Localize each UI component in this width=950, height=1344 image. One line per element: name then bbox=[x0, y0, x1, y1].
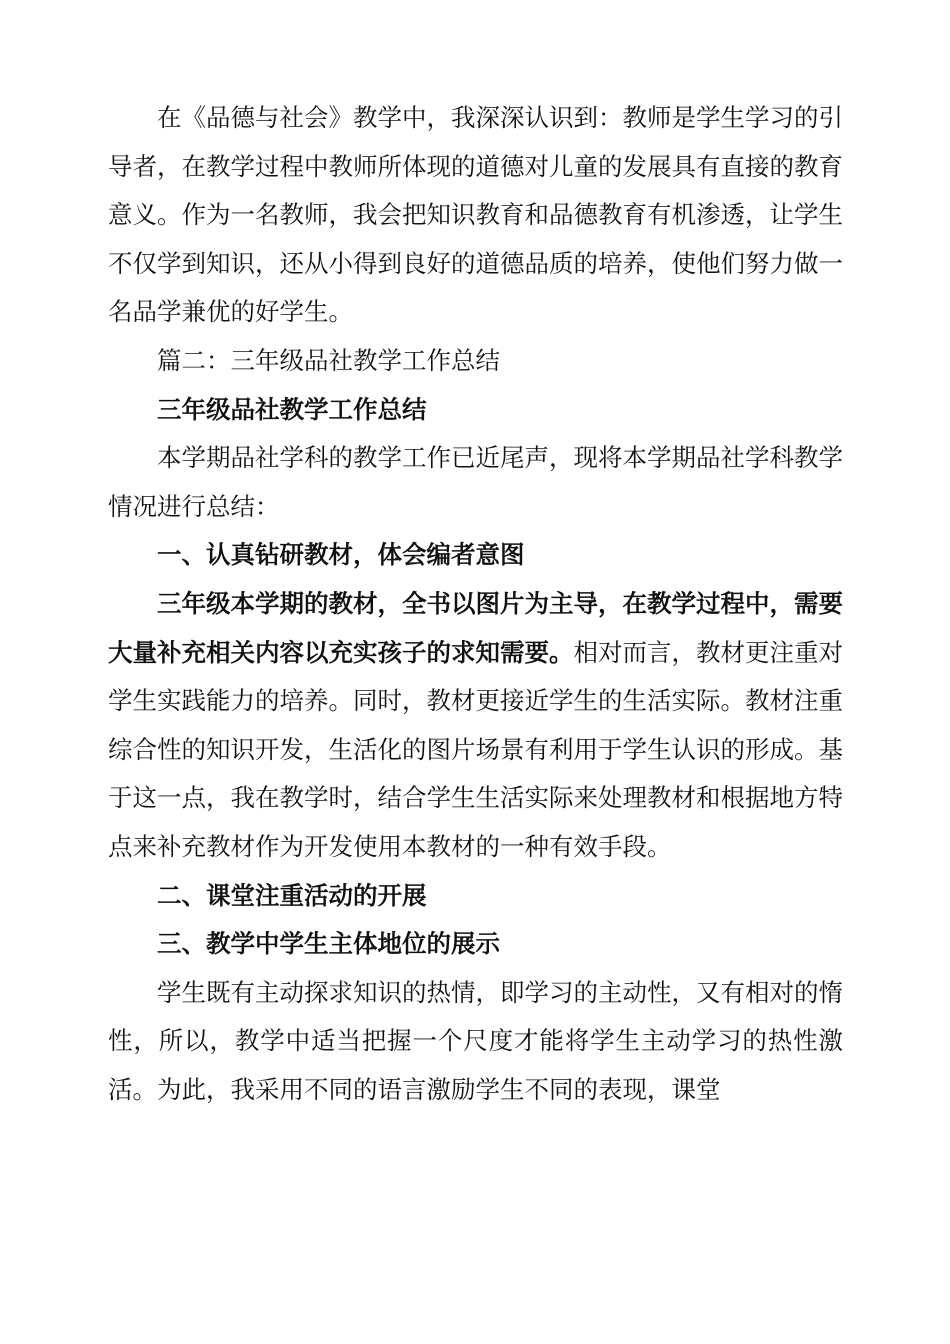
heading-text: 一、认真钻研教材，体会编者意图 bbox=[157, 540, 525, 570]
paragraph-intro-conclusion bbox=[108, 94, 843, 337]
paragraph-textbook bbox=[108, 580, 843, 872]
document-title bbox=[108, 386, 843, 435]
heading-section-two bbox=[108, 872, 843, 921]
paragraph-student-subject bbox=[108, 969, 843, 1115]
heading-text: 二、课堂注重活动的开展 bbox=[157, 880, 427, 910]
paragraph-text: 本学期品社学科的教学工作已近尾声，现将本学期品社学科教学情况进行总结： bbox=[108, 443, 843, 521]
document-title-text: 三年级品社教学工作总结 bbox=[157, 394, 427, 424]
paragraph-text: 学生既有主动探求知识的热情，即学习的主动性，又有相对的惰性，所以，教学中适当把握一个尺度才能将学生主动学习的热性激活。为此，我采用不同的语言激励学生不同的表现，课堂 bbox=[108, 977, 843, 1104]
document-body bbox=[108, 94, 843, 1114]
section-label-text: 篇二：三年级品社教学工作总结 bbox=[157, 345, 500, 375]
heading-text: 三、教学中学生主体地位的展示 bbox=[157, 929, 500, 959]
paragraph-bold-text: 三年级本学期的教材，全书以图片为主导，在教学过程中，需要大量补充相关内容以充实孩子的求知需要。 bbox=[108, 588, 843, 667]
heading-section-one bbox=[108, 531, 843, 580]
paragraph-text: 在《品德与社会》教学中，我深深认识到：教师是学生学习的引导者，在教学过程中教师所体现的道德对儿童的发展具有直接的教育意义。作为一名教师，我会把知识教育和品德教育有机渗透，让学生不仅学到知识，还从小得到良好的道德品质的培养，使他们努力做一名品学兼优的好学生。 bbox=[108, 103, 843, 327]
paragraph-opening bbox=[108, 434, 843, 531]
section-label-part-two bbox=[108, 337, 843, 386]
heading-section-three bbox=[108, 920, 843, 969]
paragraph-text: 相对而言，教材更注重对学生实践能力的培养。同时，教材更接近学生的生活实际。教材注重综合性的知识开发，生活化的图片场景有利用于学生认识的形成。基于这一点，我在教学时，结合学生生活实际来处理教材和根据地方特点来补充教材作为开发使用本教材的一种有效手段。 bbox=[108, 637, 843, 861]
